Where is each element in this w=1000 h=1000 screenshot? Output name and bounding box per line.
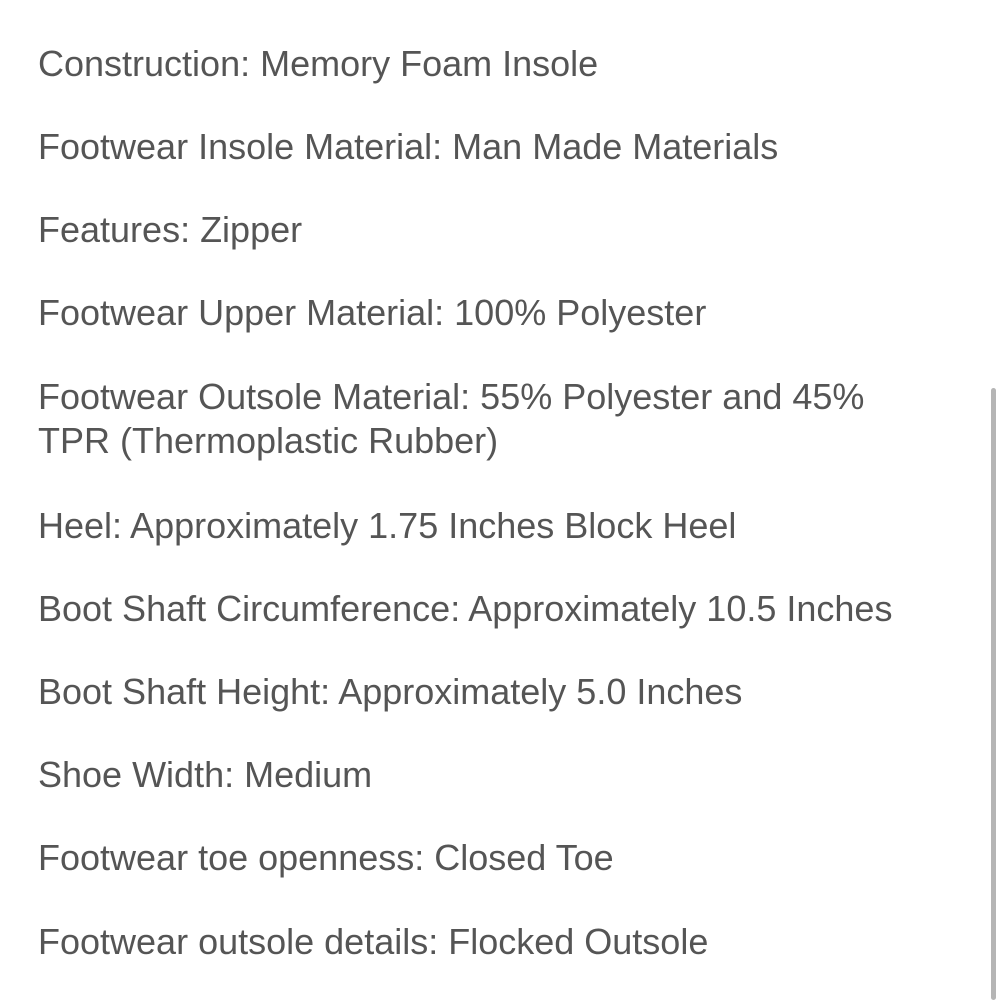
scrollbar-thumb[interactable]	[991, 388, 996, 1000]
spec-outsole-material: Footwear Outsole Material: 55% Polyester and 45% TPR (Thermoplastic Rubber)	[38, 376, 865, 461]
spec-toe-openness: Footwear toe openness: Closed Toe	[38, 837, 614, 878]
spec-shaft-circumference: Boot Shaft Circumference: Approximately 10.5 Inches	[38, 588, 893, 629]
scrollbar[interactable]	[986, 0, 1000, 1000]
spec-construction: Construction: Memory Foam Insole	[38, 43, 599, 84]
spec-features: Features: Zipper	[38, 209, 303, 250]
spec-shoe-width: Shoe Width: Medium	[38, 754, 373, 795]
spec-shaft-height: Boot Shaft Height: Approximately 5.0 Inches	[38, 671, 743, 712]
spec-upper-material: Footwear Upper Material: 100% Polyester	[38, 292, 707, 333]
spec-insole-material: Footwear Insole Material: Man Made Materials	[38, 126, 779, 167]
spec-heel: Heel: Approximately 1.75 Inches Block Heel	[38, 505, 737, 546]
spec-outsole-details: Footwear outsole details: Flocked Outsole	[38, 921, 709, 962]
